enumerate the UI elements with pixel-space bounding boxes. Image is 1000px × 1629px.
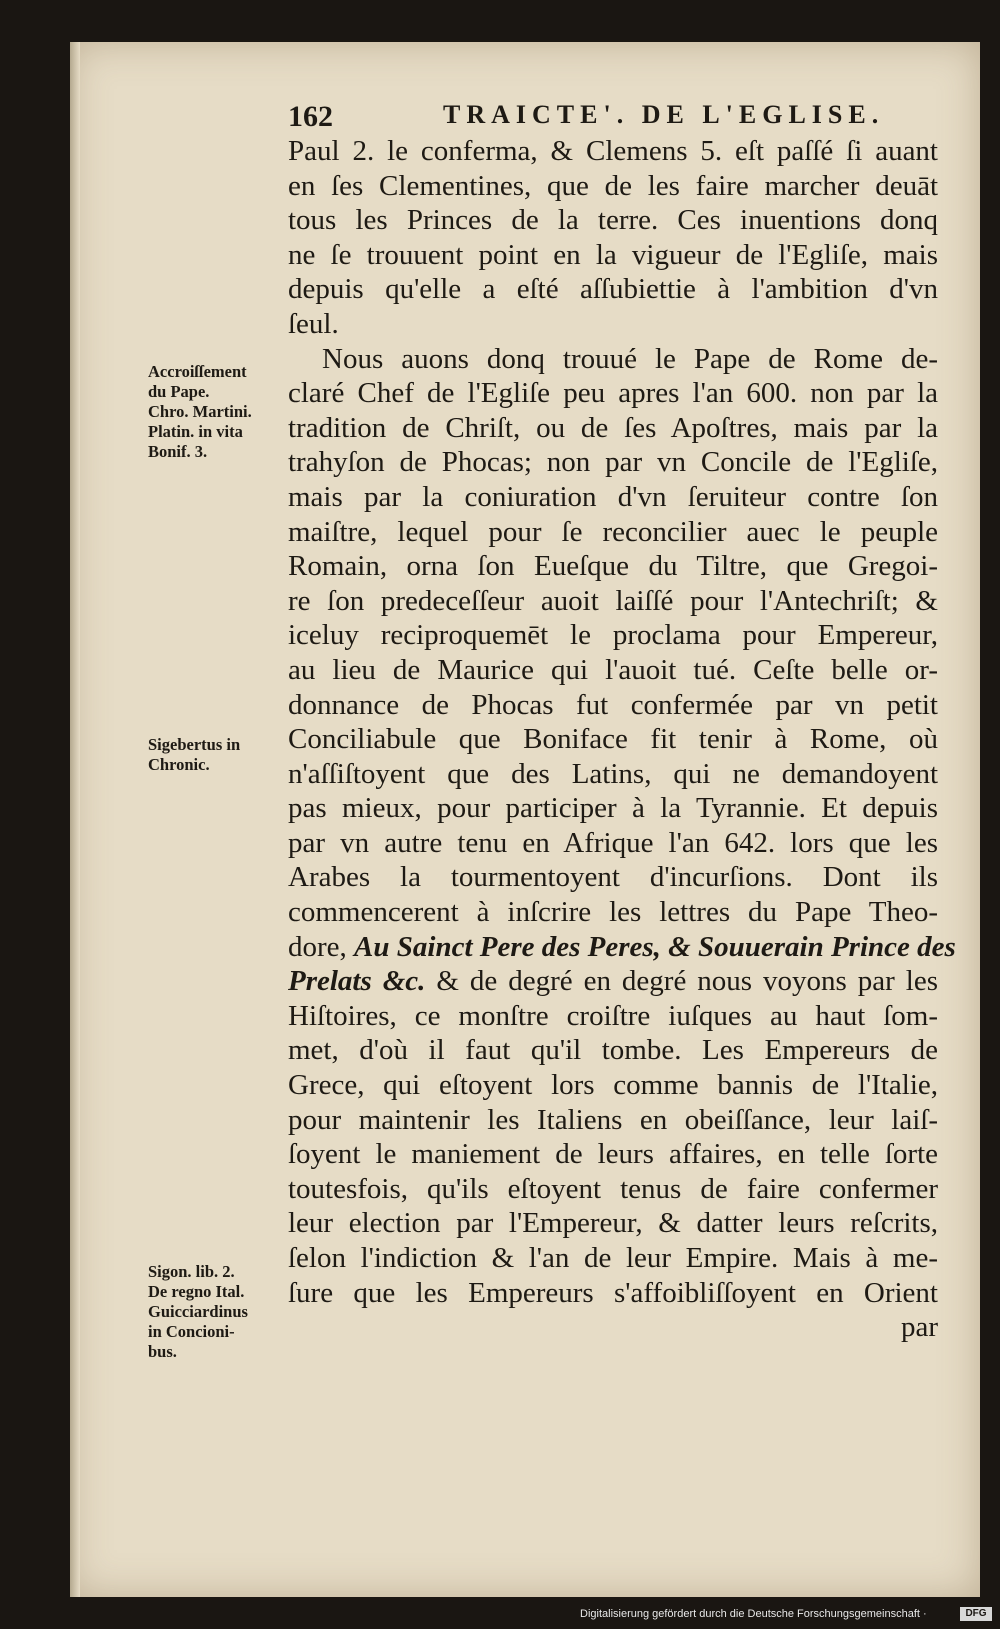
text-line: Paul 2. le conferma, & Clemens 5. eſt paſſé ſi auant: [288, 135, 938, 167]
text-line: pour maintenir les Italiens en obeiſſance, leur laiſ-: [288, 1103, 938, 1136]
page-number: 162: [288, 100, 333, 133]
digitization-credit: Digitalisierung gefördert durch die Deutsche Forschungsgemeinschaft ·: [580, 1608, 927, 1620]
text-line: au lieu de Maurice qui l'auoit tué. Ceſte belle or-: [288, 653, 938, 686]
text-line: re ſon predeceſſeur auoit laiſſé pour l'Antechriſt; &: [288, 584, 938, 617]
text-line: depuis qu'elle a eſté aſſubiettie à l'ambition d'vn: [288, 273, 938, 306]
dfg-logo: DFG: [960, 1607, 992, 1621]
text-segment: dore,: [288, 930, 355, 963]
text-line: par vn autre tenu en Afrique l'an 642. lors que les: [288, 826, 938, 859]
text-line: trahyſon de Phocas; non par vn Concile de l'Egliſe,: [288, 446, 938, 479]
margin-note-line: Platin. in vita: [148, 422, 243, 441]
margin-note-line: Chronic.: [148, 755, 210, 774]
text-line: iceluy reciproquemēt le proclama pour Empereur,: [288, 619, 938, 652]
margin-note-line: Accroiſſement: [148, 362, 247, 381]
text-line: donnance de Phocas fut confermée par vn petit: [288, 688, 938, 721]
text-line: Hiſtoires, ce monſtre croiſtre iuſques au haut ſom-: [288, 999, 938, 1032]
text-line: Romain, orna ſon Eueſque du Tiltre, que Gregoi-: [288, 550, 938, 583]
margin-note-line: Sigebertus in: [148, 735, 241, 754]
margin-note-line: Bonif. 3.: [148, 442, 208, 461]
text-line: tradition de Chriſt, ou de ſes Apoſtres, mais par la: [288, 411, 938, 444]
margin-note-line: in Concioni-: [148, 1322, 235, 1341]
text-line: Nous auons donq trouué le Pape de Rome de-: [322, 342, 938, 375]
text-line: toutesfois, qu'ils eſtoyent tenus de faire confermer: [288, 1172, 938, 1205]
running-title: TRAICTE'. DE L'EGLISE.: [443, 100, 885, 129]
margin-note: [148, 1262, 298, 1362]
text-line: Grece, qui eſtoyent lors comme bannis de l'Italie,: [288, 1069, 938, 1102]
text-line: pas mieux, pour participer à la Tyrannie. Et depuis: [288, 792, 938, 825]
text-line: tous les Princes de la terre. Ces inuentions donq: [288, 204, 938, 237]
text-line: en ſes Clementines, que de les faire marcher deuāt: [288, 169, 938, 202]
text-line: n'aſſiſtoyent que des Latins, qui ne demandoyent: [288, 757, 938, 790]
text-line: leur election par l'Empereur, & datter leurs reſcrits,: [288, 1207, 938, 1240]
italic-title: Au Sainct Pere des Peres, & Souuerain Prince des: [354, 930, 956, 963]
margin-note-line: du Pape.: [148, 382, 210, 401]
italic-title: Prelats &c.: [288, 965, 426, 998]
text-line: mais par la coniuration d'vn ſeruiteur contre ſon: [288, 480, 938, 513]
text-line: commencerent à inſcrire les lettres du Pape Theo-: [288, 896, 938, 929]
text-line: Arabes la tourmentoyent d'incurſions. Dont ils: [288, 861, 938, 894]
margin-note-line: Chro. Martini.: [148, 402, 252, 421]
text-line: claré Chef de l'Egliſe peu apres l'an 600. non par la: [288, 377, 938, 410]
text-line: ne ſe trouuent point en la vigueur de l'Egliſe, mais: [288, 238, 938, 271]
body-text: [288, 134, 956, 1345]
text-line: ſelon l'indiction & l'an de leur Empire. Mais à me-: [288, 1242, 938, 1274]
text-line: [288, 930, 956, 965]
text-line: Conciliabule que Boniface fit tenir à Rome, où: [288, 723, 938, 756]
margin-note-line: Guicciardinus: [148, 1302, 248, 1321]
text-line: met, d'où il faut qu'il tombe. Les Empereurs de: [288, 1034, 938, 1067]
text-line: ſure que les Empereurs s'affoibliſſoyent en Orient: [288, 1276, 938, 1309]
text-line: ſoyent le maniement de leurs affaires, en telle ſorte: [288, 1138, 938, 1171]
catchword: par: [900, 1311, 938, 1344]
text-segment: & de degré en degré nous voyons par les: [425, 965, 938, 998]
text-line: ſeul.: [288, 307, 339, 340]
margin-note-line: De regno Ital.: [148, 1282, 245, 1301]
margin-note: [148, 362, 298, 462]
margin-note-line: Sigon. lib. 2.: [148, 1262, 235, 1281]
text-line: [288, 964, 938, 999]
margin-note-line: bus.: [148, 1342, 177, 1361]
margin-note: [148, 735, 298, 775]
text-line: maiſtre, lequel pour ſe reconcilier auec le peuple: [288, 515, 938, 548]
